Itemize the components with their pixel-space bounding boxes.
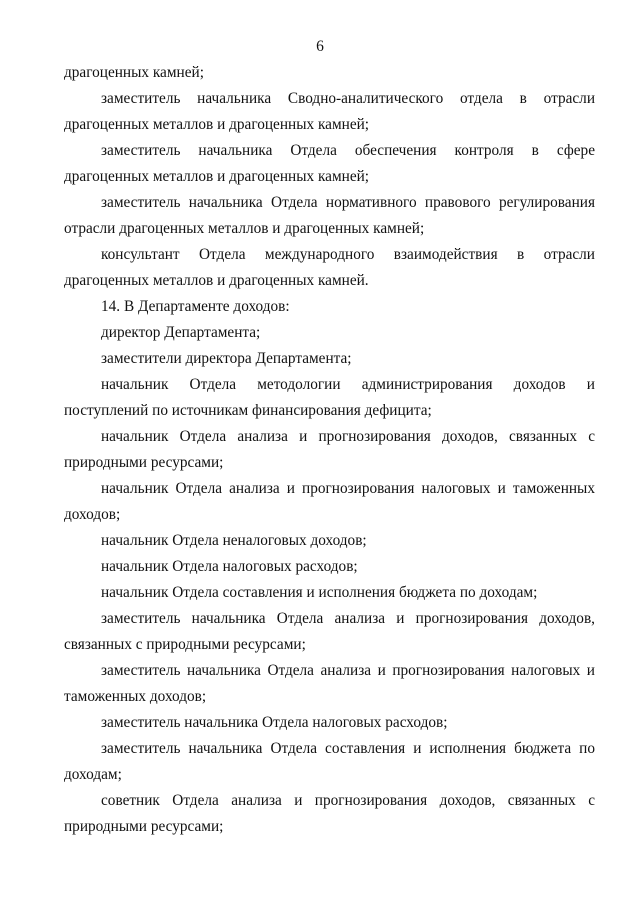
paragraph-continuation: драгоценных камней; xyxy=(64,64,204,81)
paragraph: начальник Отдела анализа и прогнозирования налоговых и таможенных доходов; xyxy=(64,480,595,523)
document-body xyxy=(64,60,595,840)
paragraph: заместитель начальника Отдела налоговых расходов; xyxy=(101,714,448,731)
paragraph: консультант Отдела международного взаимодействия в отрасли драгоценных металлов и драгоценных камней. xyxy=(64,246,595,289)
paragraph: начальник Отдела методологии администрирования доходов и поступлений по источникам финансирования дефицита; xyxy=(64,376,595,419)
page-number: 6 xyxy=(316,38,324,55)
paragraph: заместители директора Департамента; xyxy=(101,350,352,367)
paragraph: заместитель начальника Сводно-аналитического отдела в отрасли драгоценных металлов и драгоценных камней; xyxy=(64,90,595,133)
paragraph: начальник Отдела составления и исполнения бюджета по доходам; xyxy=(101,584,538,601)
paragraph: начальник Отдела налоговых расходов; xyxy=(101,558,358,575)
paragraph: начальник Отдела анализа и прогнозирования доходов, связанных с природными ресурсами; xyxy=(64,428,595,471)
paragraph: заместитель начальника Отдела обеспечения контроля в сфере драгоценных металлов и драгоценных камней; xyxy=(64,142,595,185)
paragraph: заместитель начальника Отдела анализа и прогнозирования налоговых и таможенных доходов; xyxy=(64,662,595,705)
paragraph: советник Отдела анализа и прогнозирования доходов, связанных с природными ресурсами; xyxy=(64,792,595,835)
paragraph: директор Департамента; xyxy=(101,324,261,341)
section-heading: 14. В Департаменте доходов: xyxy=(101,298,290,315)
paragraph: начальник Отдела неналоговых доходов; xyxy=(101,532,367,549)
paragraph: заместитель начальника Отдела составления и исполнения бюджета по доходам; xyxy=(64,740,595,783)
paragraph: заместитель начальника Отдела нормативного правового регулирования отрасли драгоценных металлов и драгоценных камней; xyxy=(64,194,595,237)
paragraph: заместитель начальника Отдела анализа и прогнозирования доходов, связанных с природными ресурсами; xyxy=(64,610,595,653)
